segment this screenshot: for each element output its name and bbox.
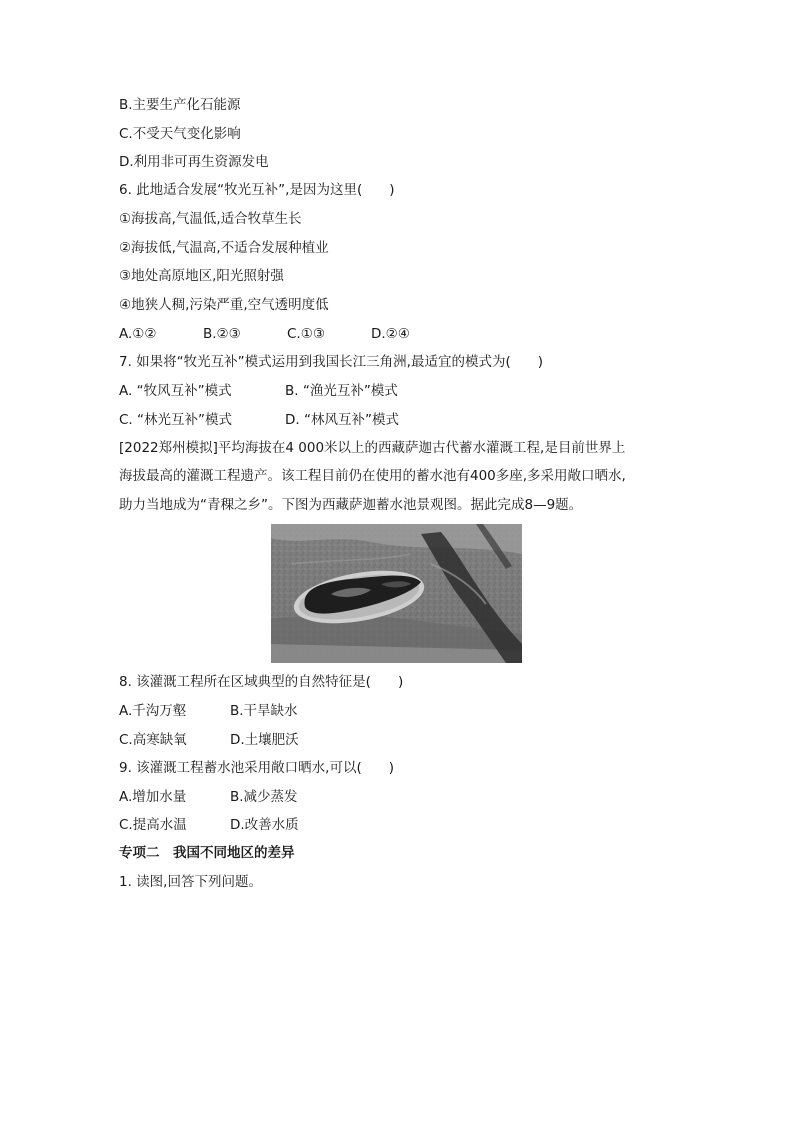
- q8-option-b: B.干旱缺水: [230, 703, 298, 719]
- q6-option-c: C.①③: [287, 326, 325, 342]
- q5-option-c: C.不受天气变化影响: [119, 126, 241, 142]
- passage-line-1: [2022郑州模拟]平均海拔在4 000米以上的西藏萨迦古代蓄水灌溉工程,是目前世界上: [119, 440, 626, 456]
- q9-options-row-1: [119, 787, 419, 807]
- q6-option-d: D.②④: [371, 326, 410, 342]
- section-heading: 专项二 我国不同地区的差异: [119, 845, 295, 861]
- q6-options: [119, 324, 519, 344]
- q9-option-b: B.减少蒸发: [230, 789, 298, 805]
- question-6: 6. 此地适合发展“牧光互补”,是因为这里( ): [119, 182, 395, 198]
- passage-line-2: 海拔最高的灌溉工程遗产。该工程目前仍在使用的蓄水池有400多座,多采用敞口晒水,: [119, 468, 626, 484]
- question-8: 8. 该灌溉工程所在区域典型的自然特征是( ): [119, 674, 404, 690]
- q8-option-a: A.千沟万壑: [119, 703, 187, 719]
- question-9: 9. 该灌溉工程蓄水池采用敞口晒水,可以( ): [119, 760, 394, 776]
- q6-option-a: A.①②: [119, 326, 157, 342]
- q6-statement-1: ①海拔高,气温低,适合牧草生长: [119, 211, 302, 227]
- q9-options-row-2: [119, 815, 419, 835]
- question-7: 7. 如果将“牧光互补”模式运用到我国长江三角洲,最适宜的模式为( ): [119, 354, 543, 370]
- q8-option-d: D.土壤肥沃: [230, 732, 299, 748]
- q9-option-c: C.提高水温: [119, 817, 187, 833]
- q6-statement-4: ④地狭人稠,污染严重,空气透明度低: [119, 297, 329, 313]
- reservoir-photo-drawing: [271, 524, 522, 663]
- passage-line-3: 助力当地成为“青稞之乡”。下图为西藏萨迦蓄水池景观图。据此完成8—9题。: [119, 497, 583, 513]
- q6-statement-3: ③地处高原地区,阳光照射强: [119, 268, 284, 284]
- reservoir-photo: [271, 524, 522, 663]
- q7-options-row-1: [119, 381, 519, 401]
- q7-option-b: B. “渔光互补”模式: [285, 383, 398, 399]
- question-1: 1. 读图,回答下列问题。: [119, 874, 262, 890]
- q8-option-c: C.高寒缺氧: [119, 732, 187, 748]
- q7-options-row-2: [119, 410, 519, 430]
- q9-option-d: D.改善水质: [230, 817, 299, 833]
- q7-option-c: C. “林光互补”模式: [119, 412, 232, 428]
- q5-option-b: B.主要生产化石能源: [119, 97, 241, 113]
- q7-option-d: D. “林风互补”模式: [285, 412, 399, 428]
- q5-option-d: D.利用非可再生资源发电: [119, 154, 269, 170]
- q8-options-row-1: [119, 701, 419, 721]
- q6-statement-2: ②海拔低,气温高,不适合发展种植业: [119, 240, 329, 256]
- q8-options-row-2: [119, 730, 419, 750]
- q6-option-b: B.②③: [203, 326, 241, 342]
- q9-option-a: A.增加水量: [119, 789, 187, 805]
- q7-option-a: A. “牧风互补”模式: [119, 383, 232, 399]
